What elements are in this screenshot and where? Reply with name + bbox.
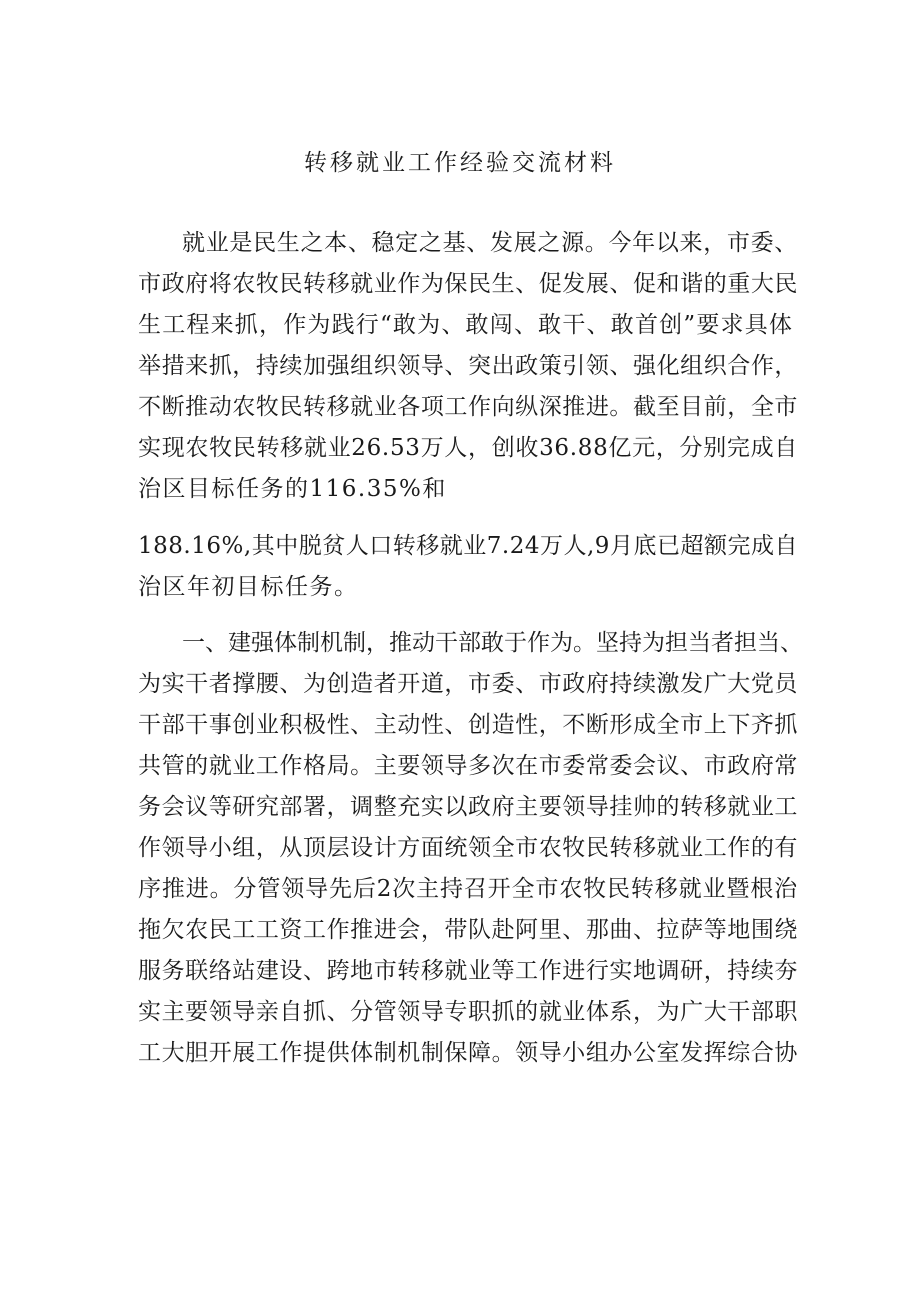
- body-line: 188.16%,其中脱贫人口转移就业7.24万人,9月底已超额完成自: [138, 533, 798, 559]
- body-line: 为实干者撑腰、为创造者开道，市委、市政府持续激发广大党员: [138, 671, 798, 697]
- body-line: 拖欠农民工工资工作推进会，带队赴阿里、那曲、拉萨等地围绕: [138, 917, 798, 943]
- body-line: 实现农牧民转移就业26.53万人，创收36.88亿元，分别完成自: [138, 435, 798, 461]
- body-line: 不断推动农牧民转移就业各项工作向纵深推进。截至目前，全市: [138, 394, 798, 420]
- body-line: 治区目标任务的116.35%和: [138, 476, 447, 502]
- body-line: 生工程来抓，作为践行“敢为、敢闯、敢干、敢首创”要求具体: [138, 312, 794, 338]
- body-line: 作领导小组，从顶层设计方面统领全市农牧民转移就业工作的有: [138, 835, 798, 861]
- body-line: 市政府将农牧民转移就业作为保民生、促发展、促和谐的重大民: [138, 271, 798, 297]
- body-line: 举措来抓，持续加强组织领导、突出政策引领、强化组织合作，: [138, 353, 798, 379]
- body-line: 务会议等研究部署，调整充实以政府主要领导挂帅的转移就业工: [138, 794, 798, 820]
- body-line: 治区年初目标任务。: [138, 574, 359, 600]
- body-line: 就业是民生之本、稳定之基、发展之源。今年以来，市委、: [182, 230, 798, 256]
- body-line: 序推进。分管领导先后2次主持召开全市农牧民转移就业暨根治: [138, 876, 798, 902]
- body-line: 共管的就业工作格局。主要领导多次在市委常委会议、市政府常: [138, 753, 798, 779]
- document-title: 转移就业工作经验交流材料: [304, 150, 616, 176]
- body-line: 干部干事创业积极性、主动性、创造性，不断形成全市上下齐抓: [138, 712, 798, 738]
- body-line: 一、建强体制机制，推动干部敢于作为。坚持为担当者担当、: [182, 630, 803, 656]
- body-line: 服务联络站建设、跨地市转移就业等工作进行实地调研，持续夯: [138, 958, 798, 984]
- body-line: 实主要领导亲自抓、分管领导专职抓的就业体系，为广大干部职: [138, 999, 798, 1025]
- body-line: 工大胆开展工作提供体制机制保障。领导小组办公室发挥综合协: [138, 1040, 798, 1066]
